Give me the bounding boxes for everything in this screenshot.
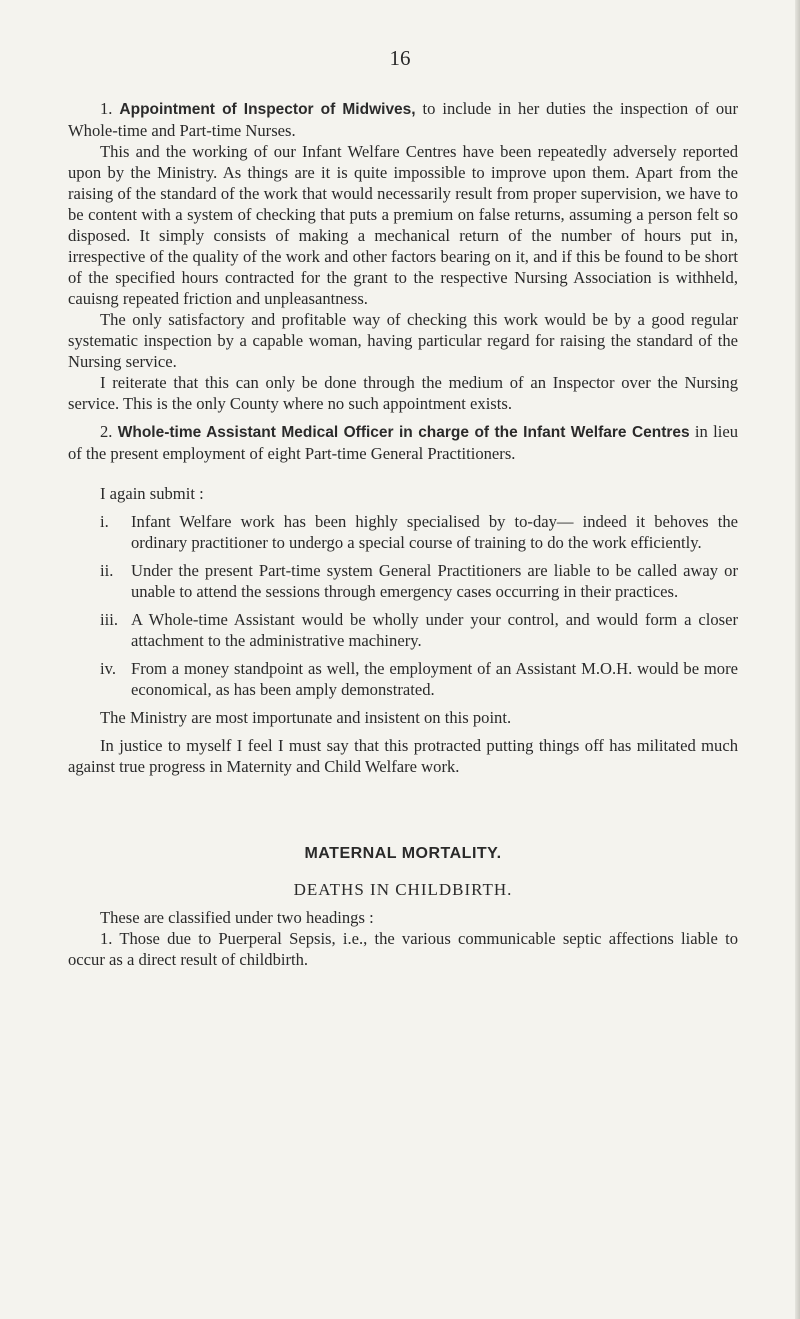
list-item bbox=[68, 658, 738, 700]
list-item bbox=[68, 609, 738, 651]
paragraph: This and the working of our Infant Welfare Centres have been repeatedly adversely reported upon by the Ministry. As things are it is quite impossible to improve upon them. Apart from the raising of the standard of the work that would necessarily result from proper supervision, we have to be content with a system of checking that puts a premium on false returns, assuming a person felt so disposed. It simply consists of making a mechanical return of the number of hours put in, irrespective of the quality of the work and other factors bearing on it, and if this be found to be short of the specified hours contracted for the grant to the respective Nursing Association is withheld, cauisng repeated friction and unpleasantness. bbox=[68, 142, 738, 308]
list-item-text: Infant Welfare work has been highly specialised by to-day— indeed it behoves the ordinary practitioner to undergo a special course of training to do the work efficiently. bbox=[131, 512, 738, 552]
list-item-text: A Whole-time Assistant would be wholly under your control, and would form a closer attachment to the administrative machinery. bbox=[131, 610, 738, 650]
paragraph: I again submit : bbox=[100, 484, 204, 503]
list-item bbox=[68, 511, 738, 553]
list-item-number: iii. bbox=[100, 610, 118, 629]
paragraph: These are classified under two headings : bbox=[100, 908, 374, 927]
list-item-number: i. bbox=[100, 512, 109, 531]
item-2 bbox=[68, 421, 738, 464]
document-body bbox=[68, 98, 738, 970]
list-item-text: Under the present Part-time system General Practitioners are liable to be called away or unable to attend the sessions through emergency cases occurring in their practices. bbox=[131, 561, 738, 601]
paragraph: 1. Those due to Puerperal Sepsis, i.e., the various communicable septic affections liable to occur as a direct result of childbirth. bbox=[68, 929, 738, 969]
section-subtitle: DEATHS IN CHILDBIRTH. bbox=[293, 880, 513, 899]
item-1-number: 1. bbox=[100, 99, 113, 118]
item-1-heading: Appointment of Inspector of Midwives, bbox=[119, 101, 416, 118]
paragraph: The Ministry are most importunate and insistent on this point. bbox=[100, 708, 512, 727]
list-item-number: ii. bbox=[100, 561, 114, 580]
item-2-number: 2. bbox=[100, 422, 113, 441]
list-item-text: From a money standpoint as well, the employment of an Assistant M.O.H. would be more economical, as has been amply demonstrated. bbox=[131, 659, 738, 699]
list-item bbox=[68, 560, 738, 602]
section-title: MATERNAL MORTALITY. bbox=[304, 845, 502, 862]
page-number: 16 bbox=[389, 46, 411, 70]
item-2-text: in lieu of the present employment of eight Part-time General Practitioners. bbox=[68, 422, 738, 463]
paragraph: In justice to myself I feel I must say that this protracted putting things off has militated much against true progress in Maternity and Child Welfare work. bbox=[68, 736, 738, 776]
submission-list bbox=[68, 511, 738, 700]
item-1-text: to include in her duties the inspection of our Whole-time and Part-time Nurses. bbox=[68, 99, 738, 140]
paragraph: The only satisfactory and profitable way of checking this work would be by a good regular systematic inspection by a capable woman, having particular regard for raising the standard of the Nursing service. bbox=[68, 310, 738, 371]
paragraph: I reiterate that this can only be done through the medium of an Inspector over the Nursing service. This is the only County where no such appointment exists. bbox=[68, 373, 738, 413]
list-item-number: iv. bbox=[100, 659, 116, 678]
item-1 bbox=[68, 98, 738, 141]
page-edge-shadow bbox=[795, 0, 800, 1319]
item-2-heading: Whole-time Assistant Medical Officer in charge of the Infant Welfare Centres bbox=[117, 424, 690, 441]
